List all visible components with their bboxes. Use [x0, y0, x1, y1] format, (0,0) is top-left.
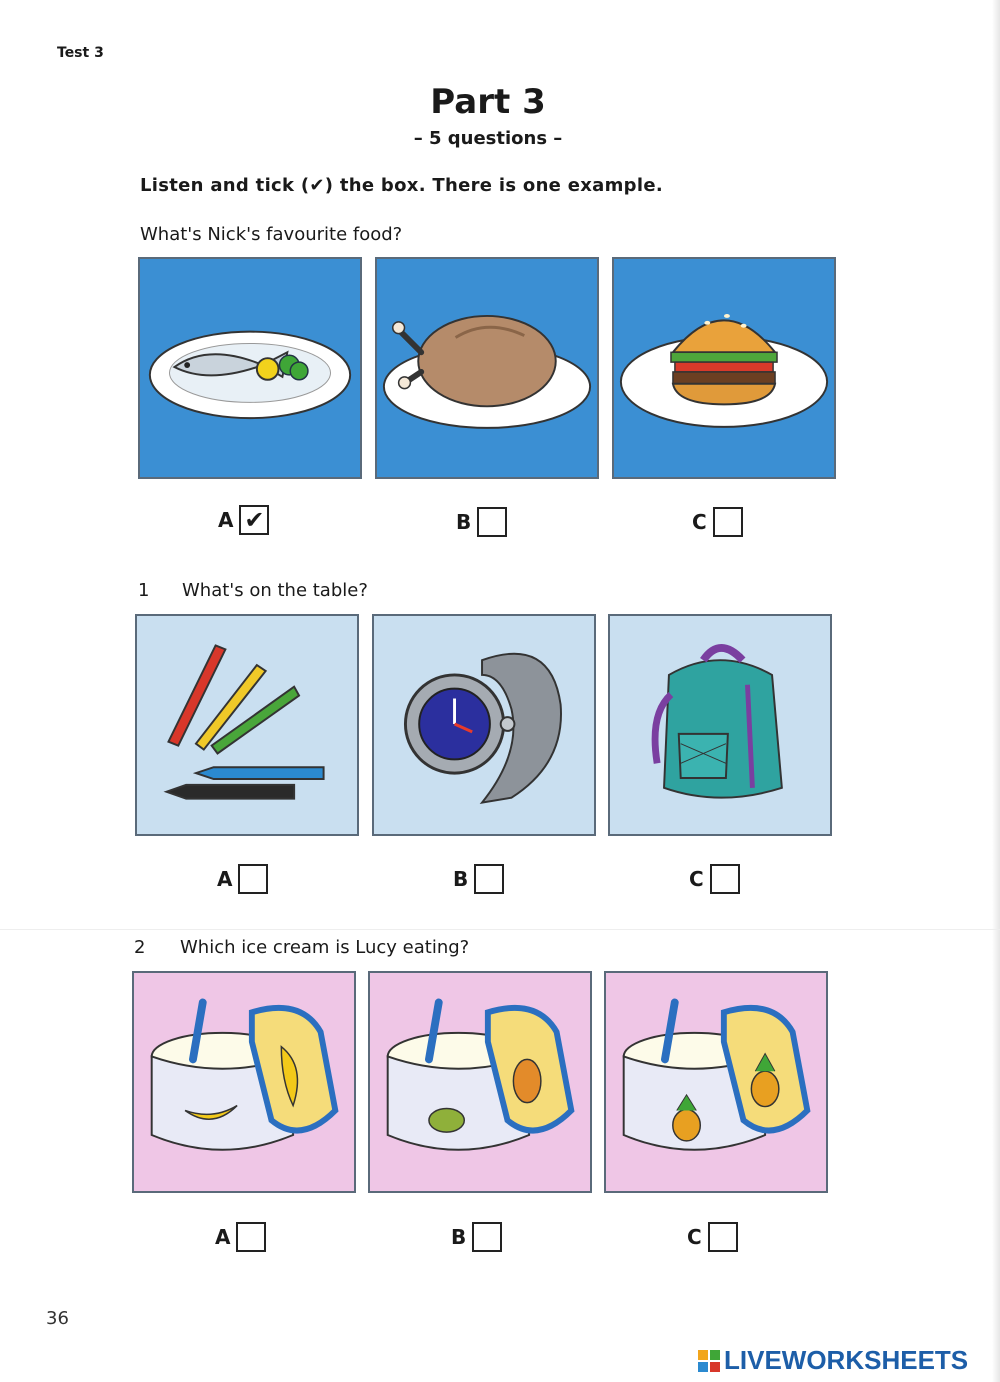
question-2-option-b-letter: B — [451, 1225, 467, 1249]
question-2-option-c-checkbox[interactable] — [708, 1222, 738, 1252]
question-1-option-b — [453, 864, 504, 894]
question-1-picture-c-schoolbag — [608, 614, 832, 836]
example-option-c — [692, 507, 743, 537]
question-1-text: What's on the table? — [182, 580, 368, 601]
example-option-b-checkbox[interactable] — [477, 507, 507, 537]
question-2-option-b — [451, 1222, 502, 1252]
question-2-text: Which ice cream is Lucy eating? — [180, 937, 470, 958]
liveworksheets-logo[interactable] — [698, 1345, 968, 1376]
brand-name: LIVEWORKSHEETS — [724, 1345, 969, 1375]
question-1-option-b-checkbox[interactable] — [474, 864, 504, 894]
question-2-option-a-letter: A — [215, 1225, 231, 1249]
test-label: Test 3 — [57, 45, 104, 61]
question-2-option-a — [215, 1222, 266, 1252]
question-1-number: 1 — [138, 580, 150, 601]
example-option-c-checkbox[interactable] — [713, 507, 743, 537]
question-1-option-a-letter: A — [217, 867, 233, 891]
part-subtitle: – 5 questions – — [413, 128, 563, 149]
question-2-picture-c-pineapple-ice-cream — [604, 971, 828, 1193]
question-2-option-b-checkbox[interactable] — [472, 1222, 502, 1252]
example-question: What's Nick's favourite food? — [140, 224, 403, 245]
example-option-a-checkbox[interactable]: ✔ — [239, 505, 269, 535]
question-1-option-c-letter: C — [689, 867, 704, 891]
question-2-number: 2 — [134, 937, 146, 958]
example-option-a-letter: A — [218, 508, 234, 532]
question-1-option-c-checkbox[interactable] — [710, 864, 740, 894]
question-2-picture-a-banana-ice-cream — [132, 971, 356, 1193]
question-1-picture-a-pencils — [135, 614, 359, 836]
question-1-option-a-checkbox[interactable] — [238, 864, 268, 894]
question-2-option-c-letter: C — [687, 1225, 702, 1249]
question-2-option-a-checkbox[interactable] — [236, 1222, 266, 1252]
instruction: Listen and tick (✔) the box. There is one example. — [140, 175, 663, 196]
question-2-picture-b-mango-ice-cream — [368, 971, 592, 1193]
example-option-b-letter: B — [456, 510, 472, 534]
part-title: Part 3 — [430, 82, 546, 122]
liveworksheets-icon — [698, 1350, 720, 1372]
page-divider — [0, 929, 1000, 930]
example-option-c-letter: C — [692, 510, 707, 534]
example-option-b — [456, 507, 507, 537]
question-1-option-a — [217, 864, 268, 894]
question-1-option-c — [689, 864, 740, 894]
scan-edge — [992, 0, 1000, 1382]
example-picture-c-burger — [612, 257, 836, 479]
example-picture-a-fish — [138, 257, 362, 479]
question-2-option-c — [687, 1222, 738, 1252]
example-picture-b-chicken — [375, 257, 599, 479]
example-option-a — [218, 505, 269, 535]
page-number: 36 — [46, 1308, 69, 1329]
question-1-picture-b-watch — [372, 614, 596, 836]
question-1-option-b-letter: B — [453, 867, 469, 891]
